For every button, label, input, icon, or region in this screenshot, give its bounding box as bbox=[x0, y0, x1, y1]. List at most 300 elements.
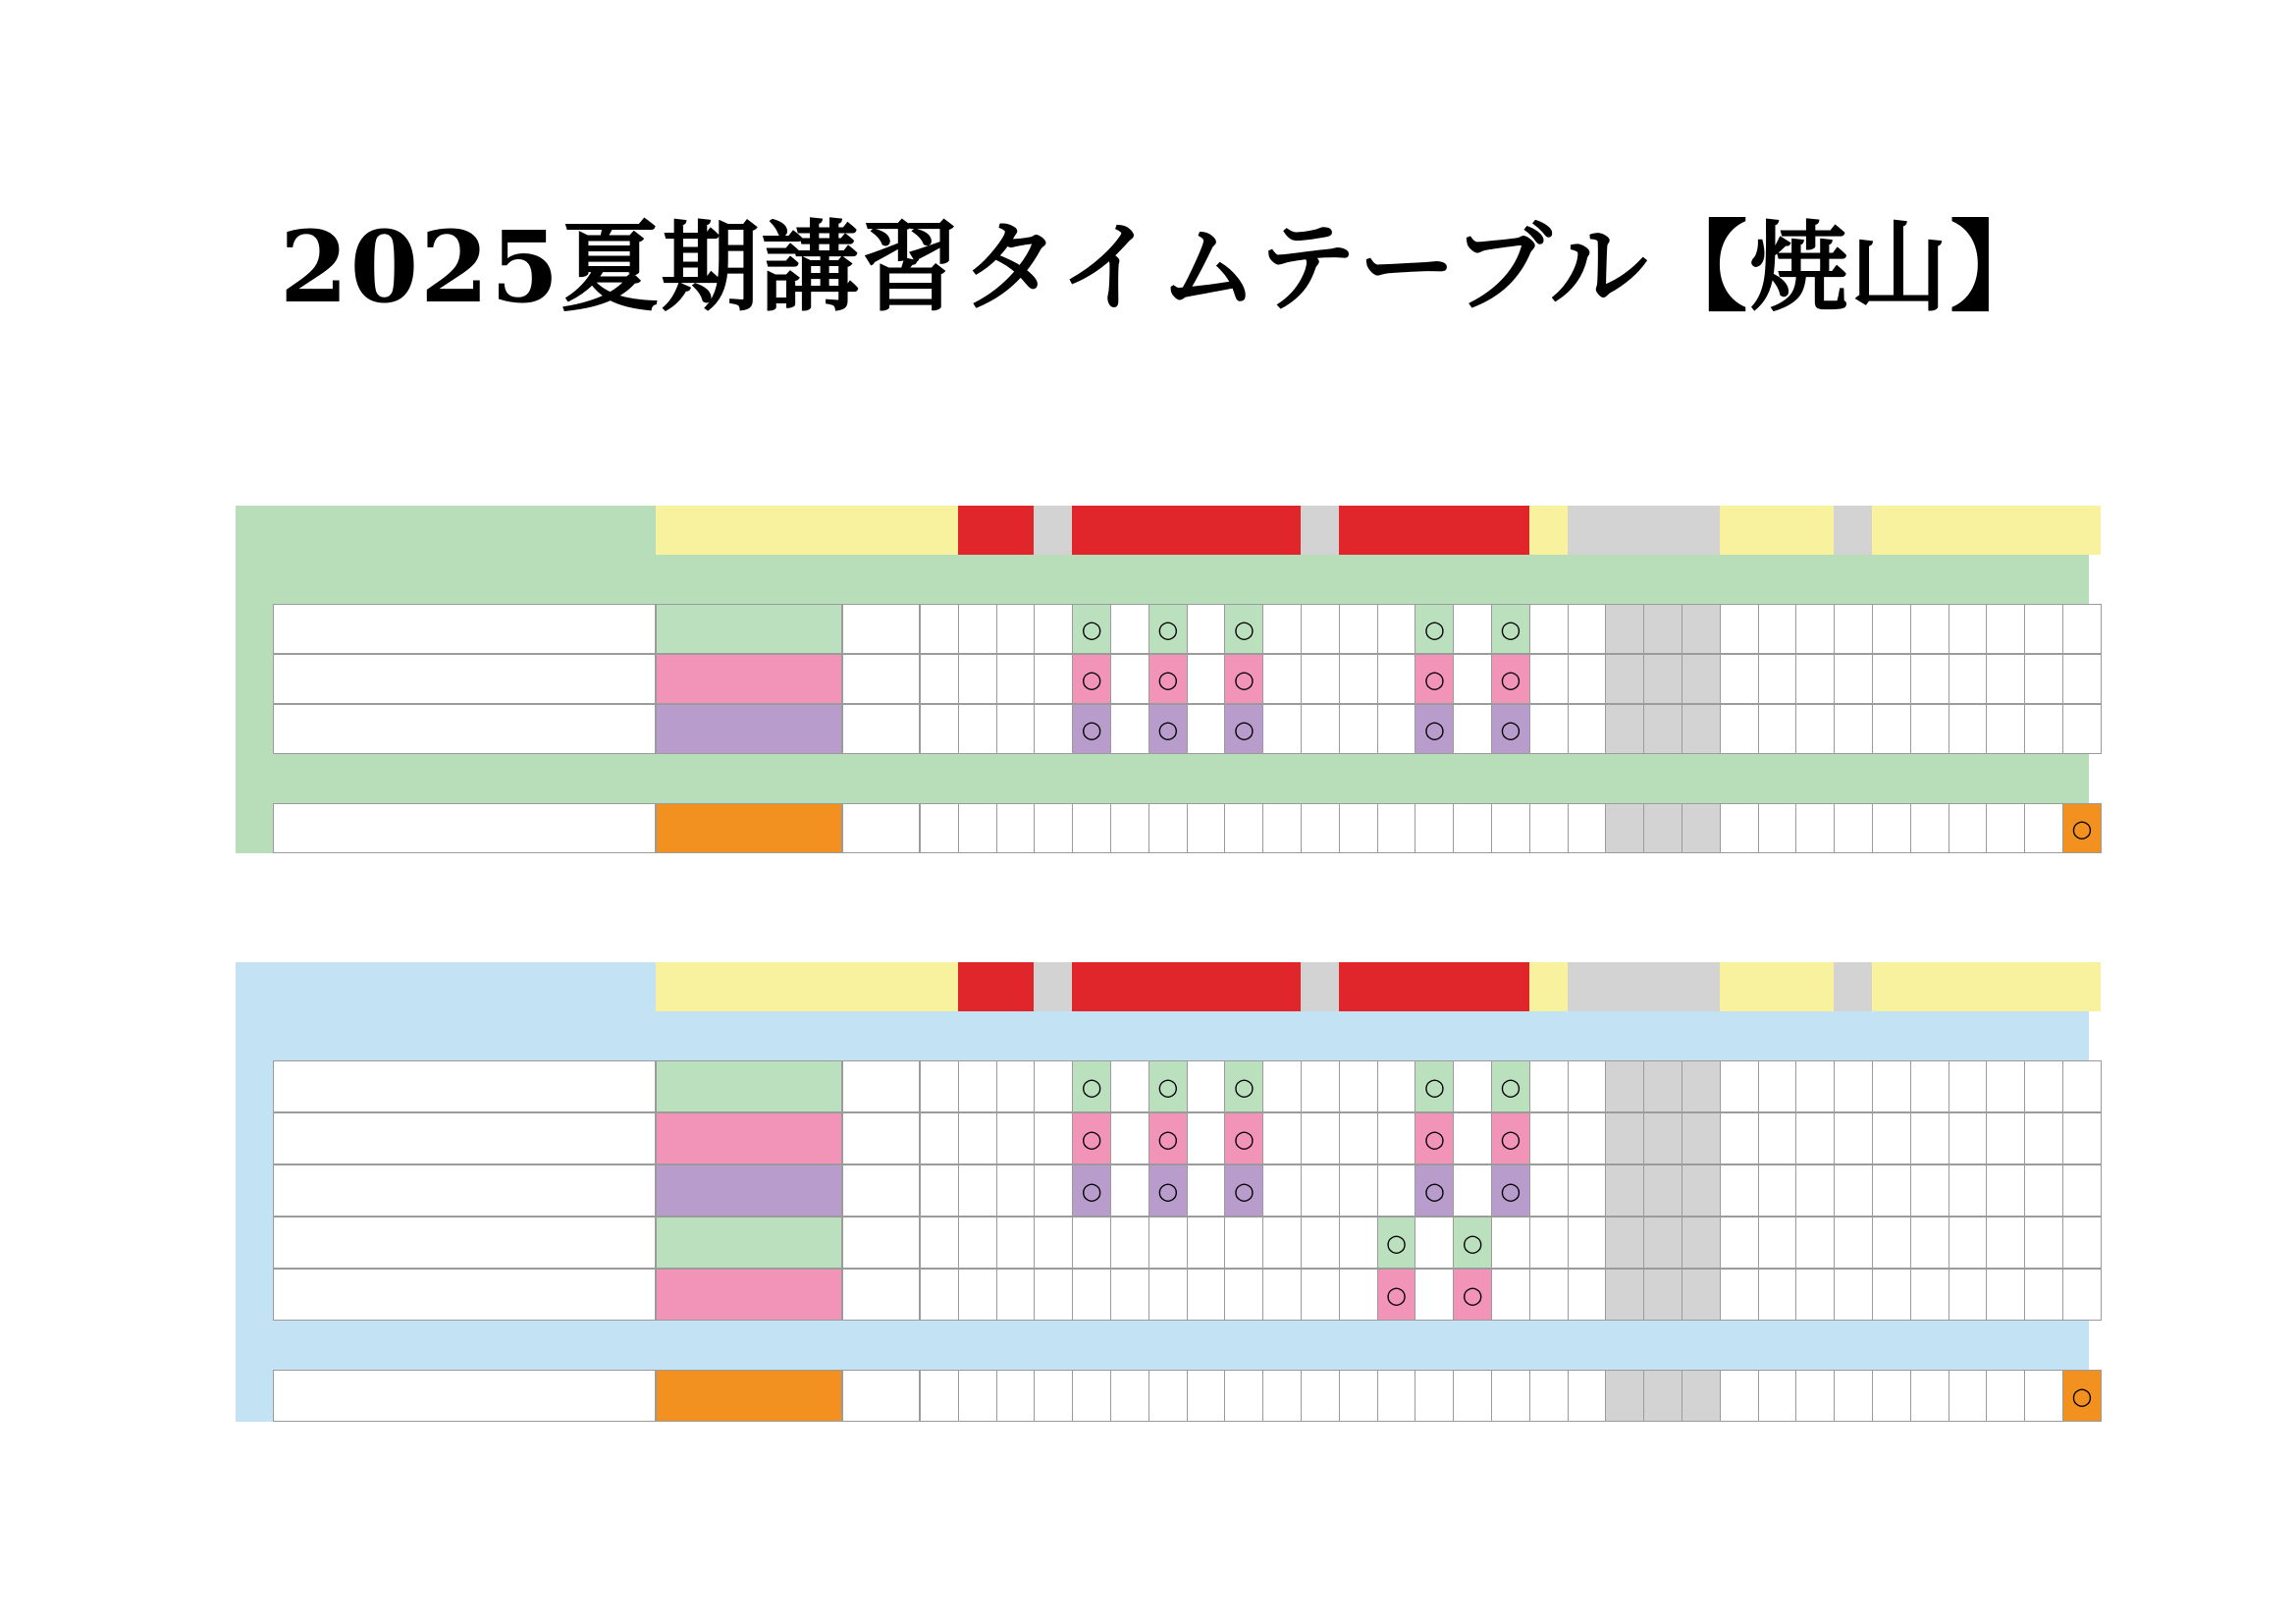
day-cell bbox=[996, 1370, 1036, 1422]
weekday-label bbox=[1339, 458, 1377, 483]
status-cell bbox=[920, 506, 958, 555]
weekday-label bbox=[1986, 458, 2024, 483]
session-mark-cell: ○ bbox=[1148, 1060, 1188, 1112]
day-cell bbox=[1187, 654, 1226, 704]
day-cell bbox=[2062, 1060, 2102, 1112]
weekday-label bbox=[1949, 914, 1987, 940]
day-number bbox=[1529, 881, 1568, 908]
day-cell bbox=[1872, 803, 1911, 853]
day-cell bbox=[1529, 1269, 1569, 1321]
time-cell bbox=[656, 1164, 842, 1217]
day-cell bbox=[1949, 1060, 1988, 1112]
day-cell bbox=[1949, 803, 1988, 853]
weekday-label bbox=[1224, 458, 1262, 483]
day-number bbox=[1415, 424, 1453, 452]
day-cell bbox=[1720, 1164, 1759, 1217]
weekday-label bbox=[996, 914, 1035, 940]
day-cell bbox=[1910, 803, 1949, 853]
weekday-label bbox=[1339, 914, 1377, 940]
weekday-label bbox=[1643, 914, 1682, 940]
day-cell bbox=[1529, 1370, 1569, 1422]
session-mark-cell: ○ bbox=[1491, 704, 1530, 754]
status-cell bbox=[1986, 962, 2024, 1011]
day-cell bbox=[958, 1217, 997, 1269]
day-cell bbox=[2024, 803, 2063, 853]
status-cell bbox=[1262, 962, 1301, 1011]
day-cell bbox=[1301, 1370, 1340, 1422]
weekday-label bbox=[1795, 458, 1834, 483]
course-name-cell bbox=[273, 1370, 656, 1422]
koma-label bbox=[842, 1011, 940, 1060]
status-cell bbox=[1568, 962, 1606, 1011]
status-cell bbox=[1910, 962, 1949, 1011]
weekday-label bbox=[1795, 914, 1834, 940]
day-cell bbox=[2024, 704, 2063, 754]
status-cell bbox=[1605, 962, 1643, 1011]
day-cell bbox=[1224, 1217, 1263, 1269]
day-cell bbox=[920, 1269, 959, 1321]
day-number bbox=[1986, 881, 2024, 908]
day-cell bbox=[1301, 1112, 1340, 1164]
session-mark-cell: ○ bbox=[1491, 1060, 1530, 1112]
status-cell bbox=[1986, 506, 2024, 555]
day-cell bbox=[996, 654, 1036, 704]
day-cell bbox=[958, 1112, 997, 1164]
day-number bbox=[1377, 881, 1415, 908]
session-mark-cell: ○ bbox=[1072, 1164, 1111, 1217]
day-cell bbox=[920, 1060, 959, 1112]
day-cell bbox=[1224, 1370, 1263, 1422]
course-name-cell bbox=[273, 604, 656, 654]
day-cell bbox=[1415, 1217, 1454, 1269]
day-cell bbox=[1034, 1112, 1073, 1164]
weekday-label bbox=[1034, 914, 1072, 940]
weekday-label bbox=[1872, 914, 1910, 940]
day-number bbox=[920, 424, 958, 452]
day-cell bbox=[1034, 1060, 1073, 1112]
status-cell bbox=[1872, 962, 1910, 1011]
exam-label-band bbox=[236, 1321, 2089, 1370]
day-cell bbox=[1568, 1112, 1607, 1164]
day-number bbox=[1910, 881, 1949, 908]
status-cell bbox=[1339, 506, 1377, 555]
status-cell bbox=[1834, 962, 1872, 1011]
course-name-cell bbox=[273, 654, 656, 704]
day-cell bbox=[920, 654, 959, 704]
status-cell bbox=[1110, 506, 1148, 555]
day-cell bbox=[2062, 654, 2102, 704]
day-number bbox=[1148, 881, 1187, 908]
day-cell bbox=[1148, 1217, 1188, 1269]
day-cell bbox=[1568, 654, 1607, 704]
exam-label-band bbox=[236, 754, 2089, 803]
time-cell bbox=[656, 1370, 842, 1422]
day-cell bbox=[920, 1112, 959, 1164]
day-cell bbox=[1720, 704, 1759, 754]
session-mark-cell: ○ bbox=[1224, 704, 1263, 754]
row-side-band bbox=[236, 604, 273, 654]
count-cell bbox=[842, 654, 920, 704]
course-name-cell bbox=[273, 1112, 656, 1164]
status-cell bbox=[1301, 962, 1339, 1011]
day-cell bbox=[1795, 1370, 1835, 1422]
day-cell bbox=[1491, 1269, 1530, 1321]
day-cell bbox=[1568, 1164, 1607, 1217]
day-cell bbox=[1872, 1164, 1911, 1217]
day-cell bbox=[958, 1060, 997, 1112]
day-number bbox=[1758, 881, 1796, 908]
day-cell bbox=[1682, 604, 1721, 654]
day-cell bbox=[958, 1370, 997, 1422]
status-cell bbox=[1224, 506, 1262, 555]
weekday-label bbox=[1568, 458, 1606, 483]
status-cell bbox=[1339, 962, 1377, 1011]
day-cell bbox=[1605, 1112, 1644, 1164]
day-cell bbox=[1034, 604, 1073, 654]
weekday-label bbox=[1949, 458, 1987, 483]
day-cell bbox=[1262, 604, 1302, 654]
weekday-label bbox=[1758, 458, 1796, 483]
day-cell bbox=[2062, 704, 2102, 754]
day-cell bbox=[1529, 1217, 1569, 1269]
count-cell bbox=[842, 1112, 920, 1164]
session-mark-cell: ○ bbox=[1491, 1164, 1530, 1217]
weekday-label bbox=[2024, 458, 2062, 483]
weekday-label bbox=[1720, 458, 1758, 483]
day-cell bbox=[1415, 1370, 1454, 1422]
day-number bbox=[1034, 881, 1072, 908]
day-cell bbox=[1682, 803, 1721, 853]
status-cell bbox=[1491, 506, 1529, 555]
status-cell bbox=[1224, 962, 1262, 1011]
day-cell bbox=[1834, 1269, 1873, 1321]
day-cell bbox=[1339, 803, 1378, 853]
weekday-label bbox=[1453, 914, 1491, 940]
weekday-label bbox=[958, 914, 996, 940]
day-cell bbox=[1986, 1217, 2025, 1269]
row-side-band bbox=[236, 1164, 273, 1217]
day-number bbox=[996, 881, 1035, 908]
day-cell bbox=[1262, 803, 1302, 853]
day-cell bbox=[1834, 1370, 1873, 1422]
day-cell bbox=[1301, 1164, 1340, 1217]
day-cell bbox=[1605, 1217, 1644, 1269]
regular-class-label bbox=[656, 962, 842, 1011]
day-cell bbox=[1720, 803, 1759, 853]
day-cell bbox=[1682, 1217, 1721, 1269]
day-cell bbox=[1910, 1217, 1949, 1269]
status-cell bbox=[1187, 962, 1225, 1011]
day-cell bbox=[1682, 704, 1721, 754]
session-mark-cell: ○ bbox=[1148, 1164, 1188, 1217]
day-cell bbox=[1529, 803, 1569, 853]
session-mark-cell: ○ bbox=[1072, 704, 1111, 754]
day-cell bbox=[1568, 704, 1607, 754]
weekday-label bbox=[1262, 458, 1301, 483]
count-cell bbox=[842, 604, 920, 654]
session-mark-cell: ○ bbox=[1453, 1269, 1492, 1321]
day-number bbox=[1834, 424, 1872, 452]
status-cell bbox=[2062, 962, 2101, 1011]
day-cell bbox=[1529, 1060, 1569, 1112]
day-number bbox=[1605, 881, 1643, 908]
day-cell bbox=[1910, 1060, 1949, 1112]
day-cell bbox=[1758, 604, 1797, 654]
day-cell bbox=[1034, 704, 1073, 754]
weekday-label bbox=[1187, 458, 1225, 483]
row-side-band bbox=[236, 1370, 273, 1422]
status-cell bbox=[958, 962, 996, 1011]
weekday-label bbox=[1986, 914, 2024, 940]
day-cell bbox=[996, 604, 1036, 654]
day-cell bbox=[1834, 1164, 1873, 1217]
weekday-label bbox=[1072, 458, 1110, 483]
status-cell bbox=[1187, 506, 1225, 555]
weekday-label bbox=[1491, 914, 1529, 940]
day-cell bbox=[1339, 1112, 1378, 1164]
day-cell bbox=[1872, 1217, 1911, 1269]
status-cell bbox=[1529, 962, 1568, 1011]
day-cell bbox=[1453, 654, 1492, 704]
weekday-label bbox=[1453, 458, 1491, 483]
day-number bbox=[1110, 424, 1148, 452]
day-cell bbox=[1910, 1370, 1949, 1422]
day-cell bbox=[1187, 1269, 1226, 1321]
day-number bbox=[1491, 881, 1529, 908]
session-mark-cell: ○ bbox=[1224, 1112, 1263, 1164]
weekday-label bbox=[1910, 914, 1949, 940]
day-cell bbox=[996, 1217, 1036, 1269]
day-cell bbox=[1643, 1060, 1682, 1112]
session-mark-cell: ○ bbox=[1148, 604, 1188, 654]
row-side-band bbox=[236, 654, 273, 704]
day-cell bbox=[1758, 1269, 1797, 1321]
day-cell bbox=[1872, 1269, 1911, 1321]
day-cell bbox=[1643, 803, 1682, 853]
status-cell bbox=[1529, 506, 1568, 555]
day-cell bbox=[1795, 803, 1835, 853]
weekday-label bbox=[1643, 458, 1682, 483]
count-cell bbox=[842, 1217, 920, 1269]
row-side-band bbox=[236, 1060, 273, 1112]
koma-band bbox=[236, 1011, 2089, 1060]
day-cell bbox=[1758, 1217, 1797, 1269]
session-mark-cell: ○ bbox=[1224, 1164, 1263, 1217]
day-number bbox=[1568, 881, 1606, 908]
status-cell bbox=[1072, 962, 1110, 1011]
day-number bbox=[1072, 424, 1110, 452]
day-cell bbox=[1605, 803, 1644, 853]
day-number bbox=[958, 881, 996, 908]
status-cell bbox=[2062, 506, 2101, 555]
course-name-cell bbox=[273, 1060, 656, 1112]
weekday-label bbox=[1301, 458, 1339, 483]
day-cell bbox=[1262, 1112, 1302, 1164]
day-cell bbox=[1834, 704, 1873, 754]
time-cell bbox=[656, 1269, 842, 1321]
day-cell bbox=[2062, 1164, 2102, 1217]
day-cell bbox=[1949, 654, 1988, 704]
day-cell bbox=[1986, 654, 2025, 704]
day-cell bbox=[1910, 1112, 1949, 1164]
status-cell bbox=[1682, 962, 1720, 1011]
day-cell bbox=[1148, 1269, 1188, 1321]
status-cell bbox=[920, 962, 958, 1011]
day-number bbox=[1377, 424, 1415, 452]
status-cell bbox=[1377, 962, 1415, 1011]
day-number bbox=[1262, 881, 1301, 908]
day-cell bbox=[996, 704, 1036, 754]
day-cell bbox=[1072, 1370, 1111, 1422]
day-cell bbox=[1224, 1269, 1263, 1321]
day-cell bbox=[1377, 604, 1416, 654]
day-cell bbox=[1643, 604, 1682, 654]
day-cell bbox=[2024, 604, 2063, 654]
day-number bbox=[1224, 424, 1262, 452]
day-number bbox=[1110, 881, 1148, 908]
day-cell bbox=[1110, 704, 1149, 754]
day-cell bbox=[1795, 1060, 1835, 1112]
status-cell bbox=[1415, 506, 1453, 555]
day-cell bbox=[1301, 1269, 1340, 1321]
session-mark-cell: ○ bbox=[1491, 654, 1530, 704]
day-number bbox=[1339, 424, 1377, 452]
day-cell bbox=[1568, 604, 1607, 654]
day-cell bbox=[1339, 1370, 1378, 1422]
status-cell bbox=[1110, 962, 1148, 1011]
session-mark-cell: ○ bbox=[1415, 704, 1454, 754]
weekday-label bbox=[1872, 458, 1910, 483]
day-cell bbox=[2024, 1370, 2063, 1422]
day-cell bbox=[1034, 1217, 1073, 1269]
day-cell bbox=[1453, 1370, 1492, 1422]
day-cell bbox=[1872, 1112, 1911, 1164]
session-mark-cell: ○ bbox=[1072, 604, 1111, 654]
day-cell bbox=[1453, 1060, 1492, 1112]
day-cell bbox=[1795, 1164, 1835, 1217]
day-cell bbox=[1605, 1269, 1644, 1321]
weekday-label bbox=[1529, 914, 1568, 940]
session-mark-cell: ○ bbox=[1377, 1269, 1416, 1321]
day-cell bbox=[1720, 1370, 1759, 1422]
day-cell bbox=[1110, 1112, 1149, 1164]
session-mark-cell: ○ bbox=[1224, 654, 1263, 704]
day-cell bbox=[1187, 1112, 1226, 1164]
day-cell bbox=[1110, 1370, 1149, 1422]
status-cell bbox=[1834, 506, 1872, 555]
weekday-label bbox=[1262, 914, 1301, 940]
day-cell bbox=[1034, 1164, 1073, 1217]
row-side-band bbox=[236, 803, 273, 853]
day-cell bbox=[1986, 803, 2025, 853]
day-cell bbox=[1949, 1217, 1988, 1269]
day-cell bbox=[1986, 1112, 2025, 1164]
day-number bbox=[2062, 424, 2101, 452]
day-cell bbox=[1758, 704, 1797, 754]
row-side-band bbox=[236, 704, 273, 754]
status-cell bbox=[1262, 506, 1301, 555]
day-cell bbox=[1872, 604, 1911, 654]
day-cell bbox=[1453, 704, 1492, 754]
day-cell bbox=[1301, 803, 1340, 853]
day-number bbox=[996, 424, 1035, 452]
status-cell bbox=[2024, 962, 2062, 1011]
day-cell bbox=[1339, 1217, 1378, 1269]
day-cell bbox=[1110, 1269, 1149, 1321]
day-cell bbox=[1872, 1370, 1911, 1422]
day-cell bbox=[2024, 1164, 2063, 1217]
day-cell bbox=[1834, 1217, 1873, 1269]
day-cell bbox=[2062, 1269, 2102, 1321]
day-cell bbox=[1986, 704, 2025, 754]
day-cell bbox=[2062, 604, 2102, 654]
day-number bbox=[1720, 881, 1758, 908]
count-cell bbox=[842, 1370, 920, 1422]
day-cell bbox=[1339, 1060, 1378, 1112]
weekday-label bbox=[1834, 914, 1872, 940]
day-cell bbox=[2024, 1217, 2063, 1269]
day-cell bbox=[1720, 1112, 1759, 1164]
weekday-label bbox=[920, 458, 958, 483]
day-cell bbox=[2062, 1112, 2102, 1164]
status-cell bbox=[958, 506, 996, 555]
day-cell bbox=[1262, 654, 1302, 704]
day-cell bbox=[1682, 1164, 1721, 1217]
day-cell bbox=[1110, 604, 1149, 654]
day-cell bbox=[1910, 704, 1949, 754]
day-cell bbox=[1758, 1060, 1797, 1112]
weekday-label bbox=[2024, 914, 2062, 940]
day-number bbox=[2024, 424, 2062, 452]
day-cell bbox=[2024, 1060, 2063, 1112]
day-cell bbox=[920, 604, 959, 654]
weekday-label bbox=[2062, 914, 2101, 940]
day-cell bbox=[1758, 654, 1797, 704]
day-cell bbox=[1262, 1370, 1302, 1422]
status-cell bbox=[1949, 962, 1987, 1011]
day-cell bbox=[1491, 1217, 1530, 1269]
weekday-label bbox=[958, 458, 996, 483]
day-cell bbox=[920, 1370, 959, 1422]
day-cell bbox=[2024, 1112, 2063, 1164]
count-cell bbox=[842, 1060, 920, 1112]
day-cell bbox=[1453, 604, 1492, 654]
day-number bbox=[1072, 881, 1110, 908]
day-number bbox=[1453, 881, 1491, 908]
day-number bbox=[1795, 881, 1834, 908]
row-side-band bbox=[236, 1217, 273, 1269]
day-number bbox=[1910, 424, 1949, 452]
day-number bbox=[1187, 424, 1225, 452]
day-cell bbox=[1720, 654, 1759, 704]
weekday-label bbox=[1720, 914, 1758, 940]
weekday-label bbox=[1682, 914, 1720, 940]
day-cell bbox=[1110, 1060, 1149, 1112]
status-cell bbox=[1034, 962, 1072, 1011]
day-cell bbox=[1643, 1217, 1682, 1269]
day-cell bbox=[1491, 803, 1530, 853]
session-mark-cell: ○ bbox=[1224, 604, 1263, 654]
count-cell bbox=[842, 803, 920, 853]
day-cell bbox=[1377, 1060, 1416, 1112]
day-cell bbox=[958, 1269, 997, 1321]
day-cell bbox=[996, 1164, 1036, 1217]
day-number bbox=[1872, 424, 1910, 452]
day-cell bbox=[1605, 1164, 1644, 1217]
session-mark-cell: ○ bbox=[1415, 604, 1454, 654]
day-cell bbox=[1034, 1370, 1073, 1422]
day-cell bbox=[1910, 654, 1949, 704]
